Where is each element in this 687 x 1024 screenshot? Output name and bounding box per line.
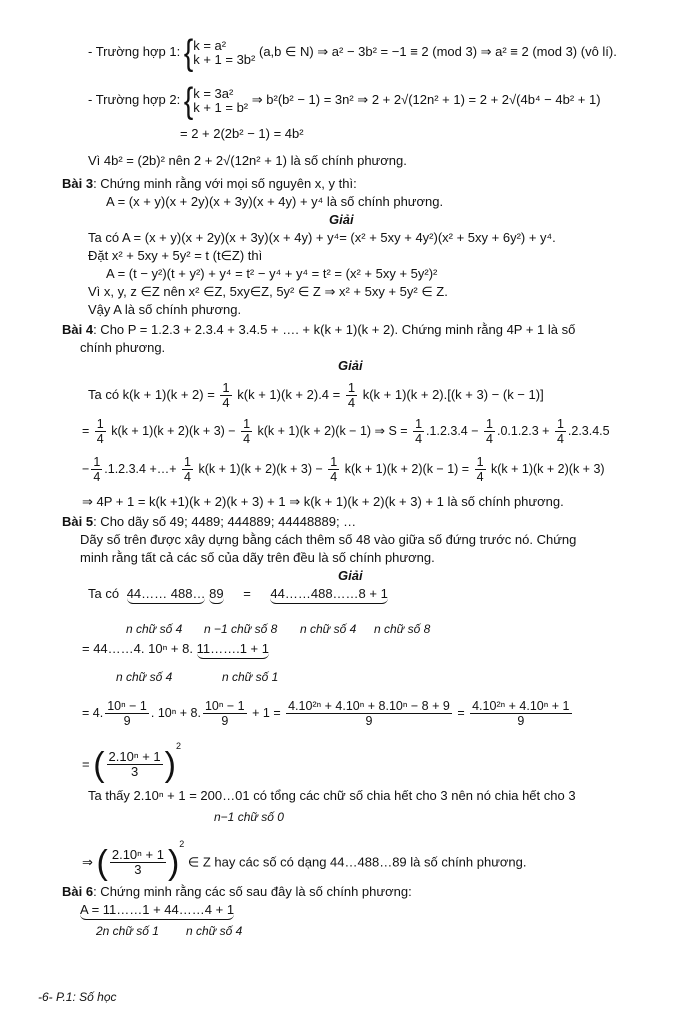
underbrace-group: 11…….1 + 1 [197,641,269,659]
denominator: 9 [123,714,131,729]
denominator: 4 [243,432,251,447]
denominator: 4 [330,470,338,485]
text-fragment: − [82,462,90,476]
fraction [555,417,566,446]
exercise-5-heading [62,514,356,530]
solution-line [82,738,181,782]
solution-heading: Giải [329,212,354,227]
brace-label: n chữ số 4 [186,924,243,938]
system-line: k + 1 = 3b² [193,51,256,67]
numerator: 1 [96,417,104,432]
text-fragment: .2.3.4.5 [567,424,610,438]
text-fragment: Ta có [88,586,120,601]
numerator: 1 [556,417,564,432]
left-paren: ( [96,843,108,882]
denominator: 4 [476,470,484,485]
text-fragment: = [243,586,251,601]
numerator: 1 [486,417,493,432]
exercise-3-equation: A = (x + y)(x + 2y)(x + 3y)(x + 4y) + y⁴ là số chính phương. [106,194,444,209]
system-brace: { [183,31,194,73]
solution-line [82,414,610,448]
numerator: 2.10ⁿ + 1 [111,847,164,863]
numerator: 1 [243,417,251,432]
brace-label: n chữ số 1 [222,670,279,684]
solution-line [82,836,527,880]
underbrace-group: 44…… 488… [127,586,206,604]
solution-line: Vậy A là số chính phương. [88,302,242,317]
system-line: k = a² [193,37,227,53]
left-paren: ( [93,745,105,784]
solution-line [82,641,269,659]
fraction [220,381,231,410]
solution-line [82,696,574,730]
text-fragment: k(k + 1)(k + 2)(k + 3) − [111,424,236,438]
numerator: 10ⁿ − 1 [107,699,147,714]
brace-label: 2n chữ số 1 [96,924,159,938]
text-fragment: .1.2.3.4 +…+ [104,462,177,476]
exercise-5-paragraph: minh rằng tất cả các số của dãy trên đều là số chính phương. [80,550,435,565]
underbrace-group: 44……488……8 + 1 [270,586,387,604]
brace-label: n chữ số 4 [116,670,173,684]
text-fragment: k(k + 1)(k + 2).[(k + 3) − (k − 1)] [362,387,544,402]
exercise-6-equation [80,902,234,920]
text-fragment: = 44……4. 10ⁿ + 8. [82,641,193,656]
exercise-6-heading [62,884,412,900]
fraction [105,699,149,728]
exercise-6-text: : Chứng minh rằng các số sau đây là số chính phương: [93,884,412,899]
solution-line [88,586,388,604]
text-fragment: k(k + 1)(k + 2)(k + 3) − [198,462,323,476]
case-2-result: ⇒ b²(b² − 1) = 3n² ⇒ 2 + 2√(12n² + 1) = 2 + 2√(4b⁴ − 4b² + 1) [251,92,601,107]
case-1-system [193,39,255,67]
numerator: 1 [93,455,101,470]
numerator: 1 [347,380,356,396]
solution-line [82,452,605,486]
brace-label: n −1 chữ số 8 [204,622,278,636]
text-fragment: Ta có k(k + 1)(k + 2) = [88,387,215,402]
case-2-continuation: = 2 + 2(2b² − 1) = 4b² [180,126,304,141]
solution-heading: Giải [338,358,363,373]
fraction [484,417,495,446]
fraction [475,455,486,484]
denominator: 9 [365,714,373,729]
solution-line: Ta có A = (x + y)(x + 2y)(x + 3y)(x + 4y) + y⁴= (x² + 5xy + 4y²)(x² + 5xy + 6y²) + y⁴. [88,230,556,245]
system-brace: { [183,79,194,121]
brace-label: n chữ số 4 [300,622,357,636]
exercise-5-paragraph: Dãy số trên được xây dựng bằng cách thêm số 48 vào giữa số đứng trước nó. Chứng [80,532,577,547]
solution-line: Đặt x² + 5xy + 5y² = t (t∈Z) thì [88,248,263,263]
exercise-3-title: Bài 3 [62,176,94,191]
solution-line: A = (t − y²)(t + y²) + y⁴ = t² − y⁴ + y⁴ = t² = (x² + 5xy + 5y²)² [106,266,438,281]
text-fragment: = [457,706,465,720]
case-1-result: (a,b ∈ N) ⇒ a² − 3b² = −1 ≡ 2 (mod 3) ⇒ a² ≡ 2 (mod 3) (vô lí). [259,44,617,59]
denominator: 4 [184,470,191,485]
numerator: 1 [476,455,484,470]
exercise-5-text: : Cho dãy số 49; 4489; 444889; 44448889; … [93,514,357,529]
underbrace-group: 89 [209,586,223,604]
denominator: 4 [222,395,230,411]
exercise-4-text-cont: chính phương. [80,340,166,355]
denominator: 4 [486,432,493,447]
right-paren: ) [164,745,176,784]
numerator: 1 [184,455,191,470]
text-fragment: = [82,424,90,438]
right-paren: ) [167,843,180,882]
numerator: 1 [330,455,338,470]
fraction [110,848,166,877]
fraction [470,699,571,728]
fraction [91,455,102,484]
denominator: 9 [221,714,229,729]
denominator: 4 [415,432,423,447]
solution-line: ⇒ 4P + 1 = k(k +1)(k + 2)(k + 3) + 1 ⇒ k(k + 1)(k + 2)(k + 3) + 1 là số chính phương. [82,494,564,509]
system-line: k = 3a² [193,85,234,101]
denominator: 3 [134,862,142,878]
denominator: 9 [517,714,525,729]
text-fragment: .0.1.2.3 + [496,424,550,438]
text-fragment: ∈ Z hay các số có dạng 44…488…89 là số chính phương. [187,854,527,870]
exercise-4-heading [62,322,575,338]
fraction [182,455,193,484]
denominator: 4 [93,470,101,485]
case-1-label: - Trường hợp 1: [88,44,181,59]
solution-heading: Giải [338,568,363,583]
fraction [107,750,163,779]
solution-line: Ta thấy 2.10ⁿ + 1 = 200…01 có tổng các chữ số chia hết cho 3 nên nó chia hết cho 3 [88,788,576,803]
numerator: 1 [415,417,423,432]
text-fragment: k(k + 1)(k + 2)(k − 1) = [344,462,470,476]
fraction [241,417,252,446]
fraction [203,699,247,728]
numerator: 2.10ⁿ + 1 [108,749,161,765]
denominator: 4 [347,395,356,411]
exercise-5-title: Bài 5 [62,514,94,529]
brace-label: n−1 chữ số 0 [214,810,284,824]
text-fragment: k(k + 1)(k + 2)(k + 3) [491,462,605,476]
solution-line: Vì x, y, z ∈Z nên x² ∈Z, 5xy∈Z, 5y² ∈ Z ⇒ x² + 5xy + 5y² ∈ Z. [88,284,448,299]
solution-line [88,378,544,412]
numerator: 4.10²ⁿ + 4.10ⁿ + 1 [472,699,570,714]
exercise-3-heading [62,176,357,192]
denominator: 4 [556,432,564,447]
brace-label: n chữ số 8 [374,622,431,636]
exponent: 2 [179,839,185,849]
text-fragment: .1.2.3.4 − [426,424,479,438]
fraction [286,699,452,728]
text-fragment: k(k + 1)(k + 2).4 = [237,387,341,402]
denominator: 4 [96,432,104,447]
text-fragment: k(k + 1)(k + 2)(k − 1) ⇒ S = [257,424,408,438]
numerator: 1 [222,380,230,396]
fraction [413,417,424,446]
exercise-6-title: Bài 6 [62,884,94,899]
fraction [95,417,106,446]
conclusion-line: Vì 4b² = (2b)² nên 2 + 2√(12n² + 1) là số chính phương. [88,153,407,168]
numerator: 4.10²ⁿ + 4.10ⁿ + 8.10ⁿ − 8 + 9 [288,699,450,714]
system-line: k + 1 = b² [193,99,249,115]
exercise-4-text: : Cho P = 1.2.3 + 2.3.4 + 3.4.5 + …. + k(k + 1)(k + 2). Chứng minh rằng 4P + 1 là số [93,322,576,337]
text-fragment: = 4. [82,706,104,720]
exponent: 2 [175,741,181,751]
text-fragment: + 1 = [252,706,281,720]
exercise-3-text: : Chứng minh rằng với mọi số nguyên x, y thì: [93,176,357,191]
fraction [346,381,357,410]
fraction [328,455,339,484]
exercise-4-title: Bài 4 [62,322,94,337]
denominator: 3 [130,764,139,780]
case-2-system [193,87,248,115]
text-fragment: ⇒ [82,854,93,870]
text-fragment: = [82,756,90,772]
case-1-line [88,31,617,73]
numerator: 10ⁿ − 1 [204,699,245,714]
text-fragment: . 10ⁿ + 8. [150,706,201,720]
case-2-label: - Trường hợp 2: [88,92,181,107]
case-2-line [88,79,601,121]
brace-label: n chữ số 4 [126,622,183,636]
page-footer: -6- P.1: Số học [38,990,117,1004]
underbrace-group: A = 11……1 + 44……4 + 1 [80,902,234,920]
